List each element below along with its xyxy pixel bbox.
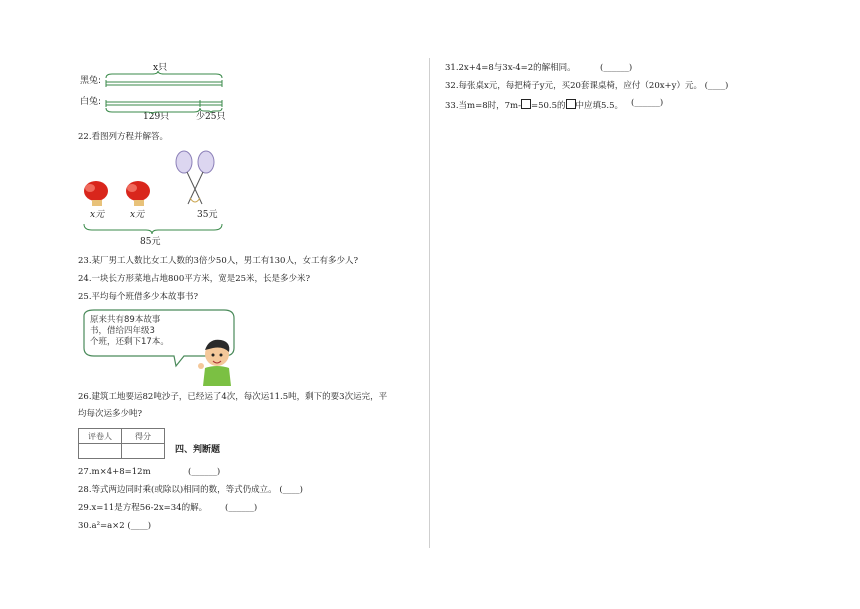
bubble-line-3: 个班，还剩下17本。 — [90, 337, 169, 347]
question-27-text: 27.m×4+8=12m — [78, 467, 151, 477]
gloves-rackets-image — [78, 148, 228, 240]
glove-price-label-1: x元 — [90, 210, 105, 220]
answer-blank-30[interactable]: (____) — [127, 521, 152, 531]
top-brace-label: x只 — [153, 63, 168, 73]
grader-cell[interactable] — [79, 444, 122, 459]
question-29-text: 29.x=11是方程56-2x=34的解。 — [78, 503, 208, 513]
section-4-title: 四、判断题 — [175, 445, 221, 455]
segment-lines — [100, 70, 230, 114]
white-rabbit-label: 白兔: — [80, 97, 102, 107]
question-30-text: 30.a²=a×2 — [78, 521, 125, 531]
question-30 — [78, 522, 151, 531]
answer-blank-31[interactable]: (______) — [600, 63, 633, 73]
question-33-post: 中应填5.5。 — [575, 101, 624, 111]
badminton-racket-icon — [176, 151, 214, 204]
less-brace-label: 少25只 — [196, 112, 226, 122]
total-price-label: 85元 — [140, 237, 161, 247]
question-32 — [445, 82, 728, 91]
bottom-brace-label: 129只 — [143, 112, 170, 122]
score-cell[interactable] — [122, 444, 165, 459]
question-25: 25.平均每个班借多少本故事书? — [78, 292, 199, 302]
question-31 — [445, 63, 633, 73]
bubble-line-1: 原来共有89本故事 — [90, 315, 161, 325]
bubble-line-2: 书，借给四年级3 — [90, 326, 155, 336]
question-29 — [78, 503, 258, 513]
question-33-mid: =50.5的 — [530, 101, 566, 111]
boy-cartoon-icon — [195, 336, 243, 388]
question-26-line-2: 均每次运多少吨? — [78, 409, 143, 419]
question-27 — [78, 467, 221, 477]
answer-blank-29[interactable]: (______) — [225, 503, 258, 513]
black-rabbit-label: 黑兔: — [80, 76, 102, 86]
question-28-text: 28.等式两边同时乘(或除以)相同的数，等式仍成立。 — [78, 485, 277, 495]
racket-price-label: 35元 — [197, 210, 218, 220]
question-26-line-1: 26.建筑工地要运82吨沙子，已经运了4次，每次运11.5吨，剩下的要3次运完，平 — [78, 392, 388, 402]
answer-blank-32[interactable]: (____) — [704, 81, 729, 91]
column-divider — [429, 58, 430, 548]
question-32-text: 32.每张桌x元，每把椅子y元，买20套课桌椅，应付（20x+y）元。 — [445, 81, 702, 91]
grader-header: 评卷人 — [79, 429, 122, 444]
question-33 — [445, 98, 664, 111]
answer-blank-28[interactable]: (____) — [279, 485, 303, 495]
answer-blank-27[interactable]: (______) — [188, 467, 221, 477]
boxing-glove-icon — [84, 181, 108, 206]
answer-blank-33[interactable]: (______) — [631, 98, 664, 108]
score-table — [78, 428, 165, 459]
empty-box — [521, 99, 531, 109]
question-22: 22.看图列方程并解答。 — [78, 132, 169, 142]
empty-box — [566, 99, 576, 109]
question-31-text: 31.2x+4=8与3x-4=2的解相同。 — [445, 63, 576, 73]
bubble-text — [90, 315, 169, 348]
score-header: 得分 — [122, 429, 165, 444]
question-33-pre: 33.当m=8时，7m- — [445, 101, 521, 111]
question-24: 24.一块长方形菜地占地800平方米，宽是25米，长是多少米? — [78, 274, 311, 284]
glove-price-label-2: x元 — [130, 210, 145, 220]
question-28 — [78, 486, 303, 495]
question-23: 23.某厂男工人数比女工人数的3倍少50人，男工有130人，女工有多少人? — [78, 256, 359, 266]
boxing-glove-icon — [126, 181, 150, 206]
